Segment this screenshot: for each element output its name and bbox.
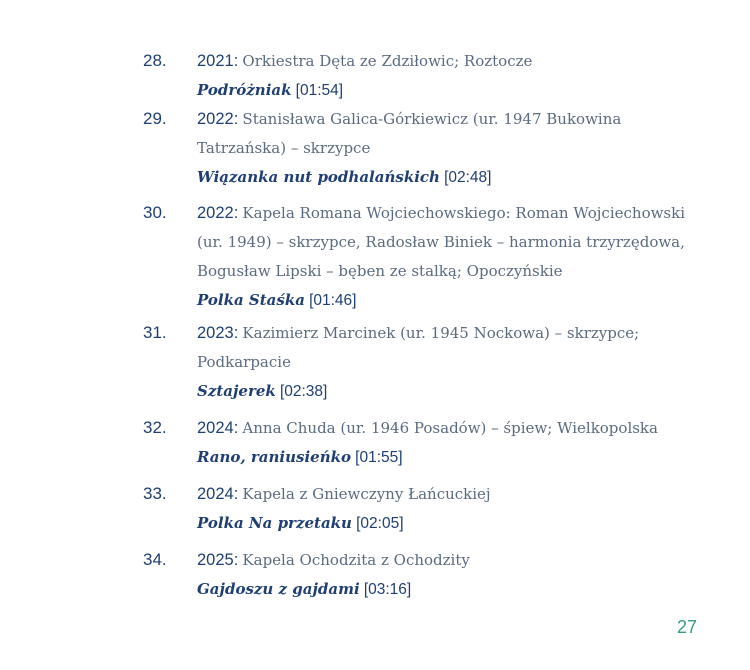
page-number: 27 [677, 617, 698, 637]
track-year: 2022: [197, 110, 239, 128]
track-number: 32. [143, 418, 167, 437]
track-title: Gajdoszu z gajdami [197, 580, 360, 598]
track-description: Kapela Ochodzita z Ochodzity [242, 551, 470, 569]
track-description: Kapela z Gniewczyny Łańcuckiej [242, 485, 491, 503]
track-duration: [02:48] [444, 169, 492, 186]
track-description: Orkiestra Dęta ze Zdziłowic; Roztocze [242, 52, 533, 70]
track-number: 34. [143, 550, 167, 569]
track-duration: [03:16] [363, 581, 412, 598]
track-year: 2025: [197, 551, 239, 569]
track-number: 28. [143, 51, 167, 70]
track-duration: [02:05] [356, 515, 404, 532]
track-duration: [02:38] [279, 383, 328, 400]
track-description: Anna Chuda (ur. 1946 Posadów) – śpiew; Wielkopolska [242, 419, 658, 437]
track-title: Sztajerek [197, 382, 276, 400]
track-description: Podkarpacie [197, 353, 291, 371]
track-duration: [01:54] [295, 82, 344, 99]
track-title: Rano, raniusieńko [197, 448, 352, 466]
track-number: 30. [143, 203, 167, 222]
track-year: 2023: [197, 324, 239, 342]
track-year: 2024: [197, 485, 239, 503]
track-year: 2024: [197, 419, 239, 437]
track-description: Tatrzańska) – skrzypce [197, 139, 371, 157]
track-title: Polka Na przetaku [197, 514, 352, 532]
track-duration: [01:55] [355, 449, 403, 466]
track-description: (ur. 1949) – skrzypce, Radosław Biniek – harmonia trzyrzędowa, [197, 233, 685, 251]
track-description: Bogusław Lipski – bęben ze stalką; Opoczyńskie [197, 262, 563, 280]
track-number: 31. [143, 323, 167, 342]
track-duration: [01:46] [309, 292, 357, 309]
track-year: 2022: [197, 204, 239, 222]
track-description: Stanisława Galica-Górkiewicz (ur. 1947 Bukowina [242, 110, 622, 128]
track-title: Wiązanka nut podhalańskich [197, 168, 440, 186]
track-title: Polka Staśka [197, 291, 305, 309]
track-title: Podróżniak [197, 81, 292, 99]
track-number: 33. [143, 484, 167, 503]
track-number: 29. [143, 109, 167, 128]
track-year: 2021: [197, 52, 239, 70]
track-description: Kazimierz Marcinek (ur. 1945 Nockowa) – skrzypce; [242, 324, 640, 342]
track-description: Kapela Romana Wojciechowskiego: Roman Wojciechowski [242, 204, 686, 222]
